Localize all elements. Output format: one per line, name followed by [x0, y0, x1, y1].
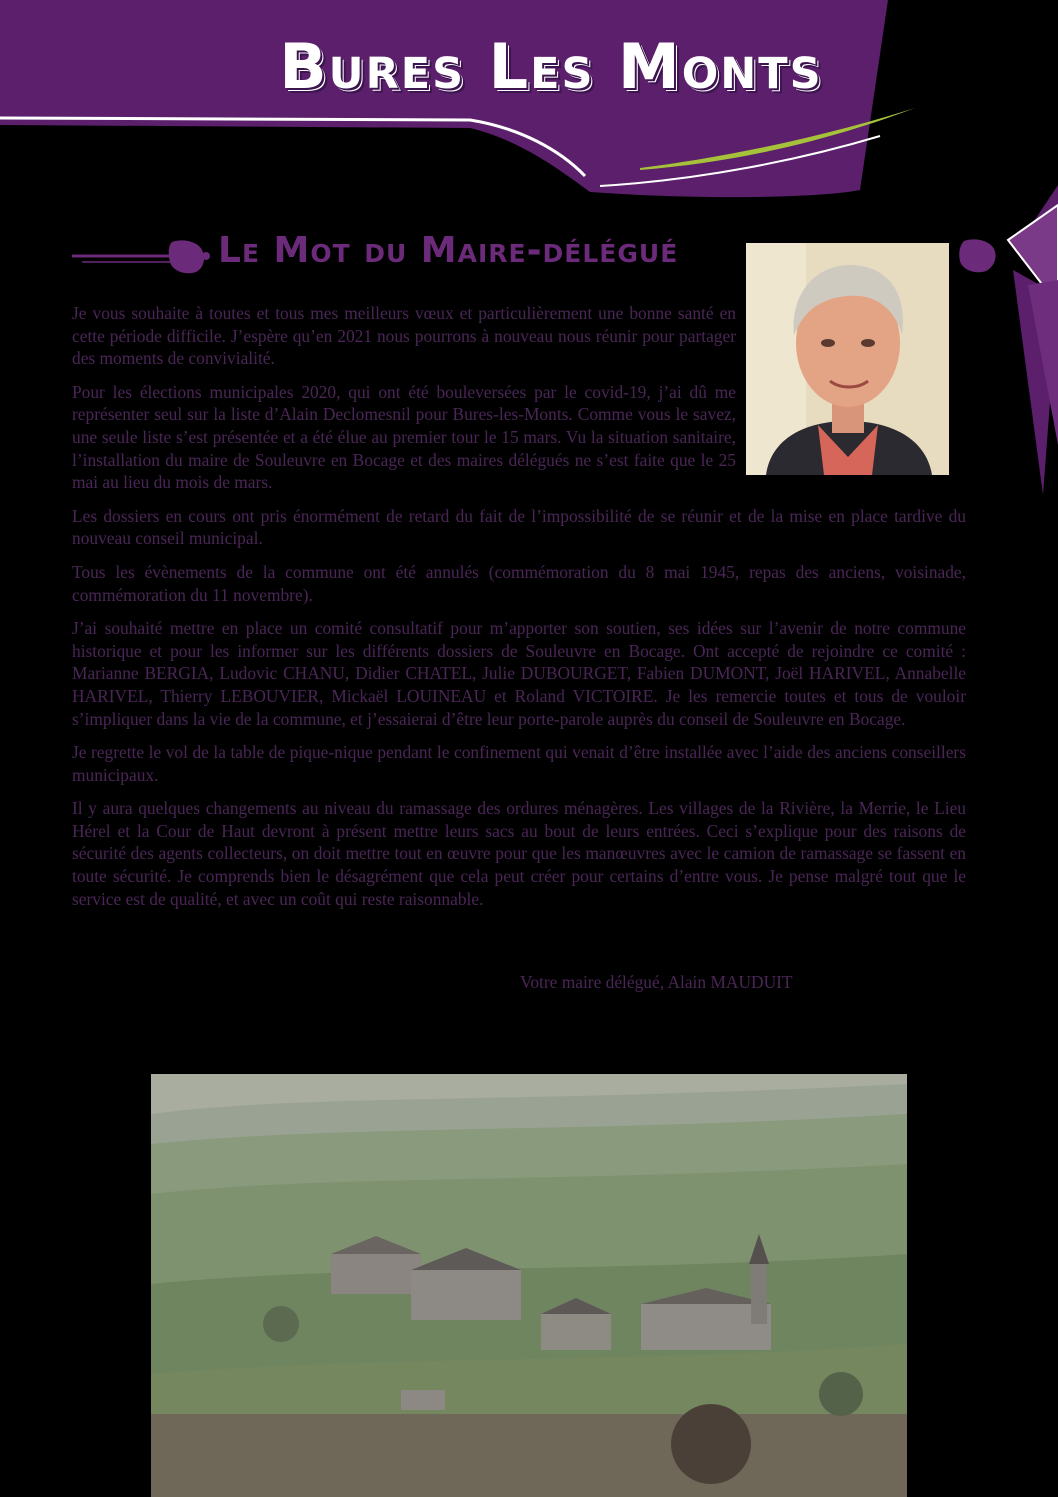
letter-paragraph: Je regrette le vol de la table de pique-nique pendant le confinement qui venait d’être installée avec l’aide des anciens conseillers municipaux. [72, 742, 966, 785]
section-title: Le Mot du Maire-délégué [218, 230, 679, 271]
letter-paragraph: J’ai souhaité mettre en place un comité consultatif pour m’apporter son soutien, ses idées sur l’avenir de notre commune historique et pour les informer sur les différents dossiers de Souleuvre en Bocage. Ont accepté de rejoindre ce comité : Marianne BERGIA, Ludovic CHANU, Didier CHATEL, Julie DUBOURGET, Fabien DUMONT, Joël HARIVEL, Annabelle HARIVEL, Thierry LEBOUVIER, Mickaël LOUINEAU et Roland VICTOIRE. Je les remercie toutes et tous de vouloir s’impliquer dans la vie de la commune, et j’essaierai d’être leur porte-parole auprès du conseil de Souleuvre en Bocage. [72, 618, 966, 729]
right-decoration [988, 185, 1058, 505]
letter-paragraph: Il y aura quelques changements au niveau du ramassage des ordures ménagères. Les villages de la Rivière, la Merrie, le Lieu Hérel et la Cour de Haut devront à présent mettre leurs sacs au bout de leurs entrées. Ceci s’explique pour des raisons de sécurité des agents collecteurs, on doit mettre tout en œuvre pour que les manœuvres avec le camion de ramassage se fassent en toute sécurité. Je comprends bien le désagrément que cela peut créer pour certains d’entre vous. Je pense malgré tout que le service est de qualité, et avec un coût qui reste raisonnable. [72, 798, 966, 909]
ribbon-ornament-icon [72, 236, 212, 276]
letter-paragraph: Je vous souhaite à toutes et tous mes meilleurs vœux et particulièrement une bonne santé en cette période difficile. J’espère qu’en 2021 nous pourrons à nouveau nous réunir pour partager des moments de convivialité. [72, 303, 736, 369]
letter-paragraph: Tous les évènements de la commune ont été annulés (commémoration du 8 mai 1945, repas des anciens, voisinade, commémoration du 11 novembre). [72, 561, 966, 605]
letter-paragraph: Les dossiers en cours ont pris énormément de retard du fait de l’impossibilité de se réunir et de la mise en place tardive du nouveau conseil municipal. [72, 505, 966, 549]
letter-paragraph: Pour les élections municipales 2020, qui ont été bouleversées par le covid-19, j’ai dû me représenter seul sur la liste d’Alain Declomesnil pour Bures-les-Monts. Comme vous le savez, une seule liste s’est présentée et a été élue au premier tour le 15 mars. Vu la situation sanitaire, l’installation du maire de Souleuvre en Bocage et des maires délégués ne s’est faite que le 25 mai au lieu du mois de mars. [72, 381, 736, 493]
mayor-letter [72, 302, 966, 921]
section-heading [72, 228, 742, 280]
signature: Votre maire délégué, Alain MAUDUIT [520, 972, 793, 992]
site-title: Bures Les Monts [279, 30, 823, 103]
village-landscape-photo [151, 1074, 907, 1497]
ribbon-ornament-icon [958, 235, 998, 275]
